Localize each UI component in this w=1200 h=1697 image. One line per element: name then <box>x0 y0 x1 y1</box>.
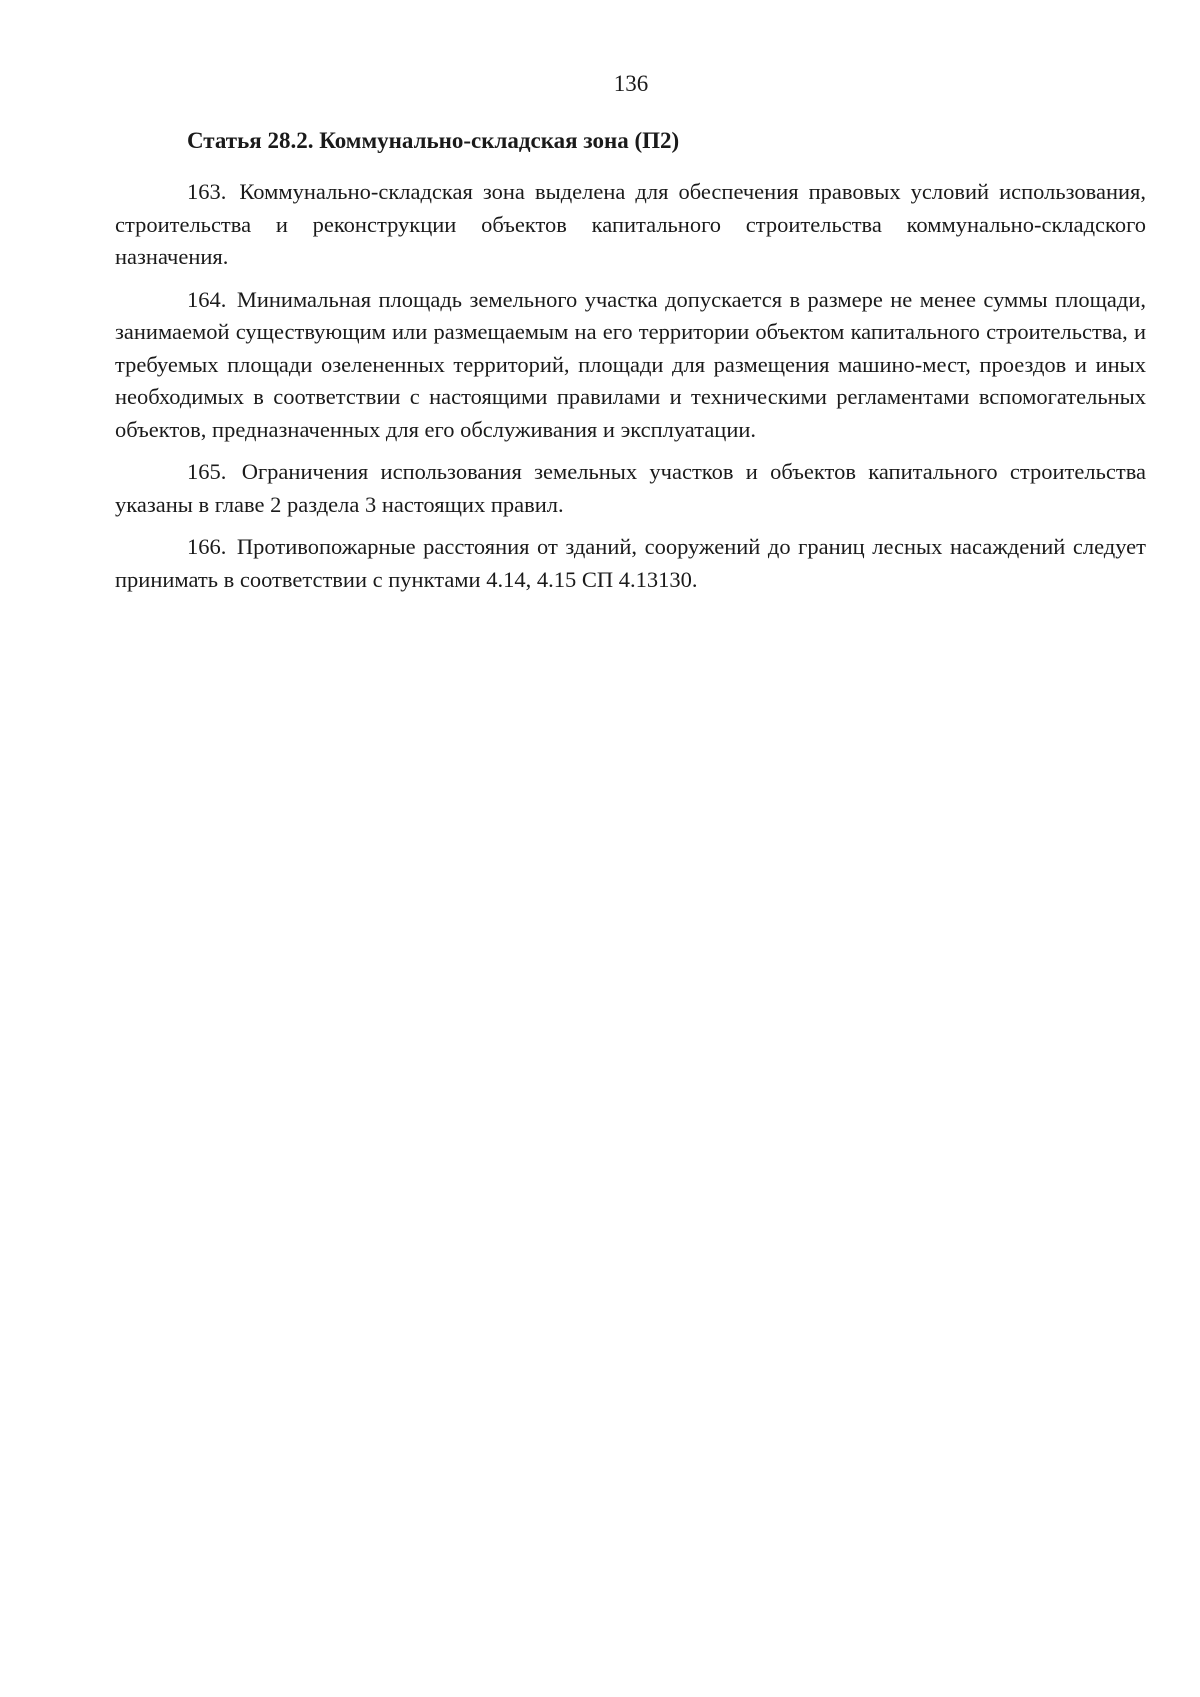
paragraph-163 <box>115 176 1146 274</box>
article-body <box>115 126 1146 606</box>
paragraph-text: Коммунально-складская зона выделена для обеспечения правовых условий использования, строительства и реконструкции объектов капитального строительства коммунально-складского назначения. <box>115 179 1147 269</box>
page-number: 136 <box>613 71 649 96</box>
paragraph-166 <box>115 531 1146 596</box>
paragraph-text: Ограничения использования земельных участков и объектов капитального строительства указаны в главе 2 раздела 3 настоящих правил. <box>115 459 1147 517</box>
paragraph-text: Противопожарные расстояния от зданий, сооружений до границ лесных насаждений следует принимать в соответствии с пунктами 4.14, 4.15 СП 4.13130. <box>115 534 1146 592</box>
paragraph-165 <box>115 456 1146 521</box>
paragraph-number: 163. <box>187 179 227 204</box>
article-title: Статья 28.2. Коммунально-складская зона (П2) <box>187 128 680 153</box>
paragraph-number: 165. <box>187 459 227 484</box>
paragraph-164 <box>115 284 1146 447</box>
paragraph-number: 166. <box>187 534 227 559</box>
paragraph-number: 164. <box>187 286 227 312</box>
paragraph-text: Минимальная площадь земельного участка допускается в размере не менее суммы площади, занимаемой существующим или размещаемым на его территории объектом капитального строительства, и требуемых площади озелененных территорий, площади для размещения машино-мест, проездов и иных необходимых в соответствии с настоящими правилами и техническими регламентами вспомогательных объектов, предназначенных для его обслуживания и эксплуатации. <box>115 286 1147 442</box>
